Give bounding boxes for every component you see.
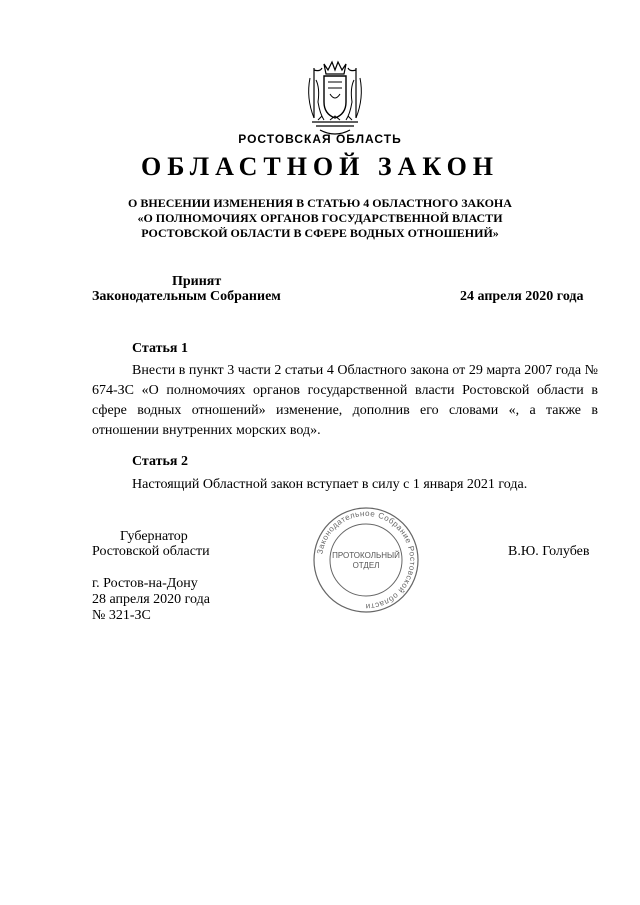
article-1-heading: Статья 1 — [132, 341, 188, 356]
law-title-line: О ВНЕСЕНИИ ИЗМЕНЕНИЯ В СТАТЬЮ 4 ОБЛАСТНОГО ЗАКОНА — [128, 196, 512, 210]
region-name: РОСТОВСКАЯ ОБЛАСТЬ — [238, 132, 402, 146]
article-2-heading: Статья 2 — [132, 454, 188, 469]
coat-of-arms-icon — [300, 58, 370, 138]
issue-date: 28 апреля 2020 года — [92, 592, 210, 607]
issue-place-block — [92, 576, 210, 624]
signatory-position: Губернатор — [120, 529, 188, 544]
article-2-text: Настоящий Областной закон вступает в силу с 1 января 2021 года. — [132, 477, 528, 492]
stamp-ring-text: Законодательное Собрание Ростовской области — [315, 508, 418, 612]
law-title-line: РОСТОВСКОЙ ОБЛАСТИ В СФЕРЕ ВОДНЫХ ОТНОШЕНИЙ» — [141, 226, 499, 240]
stamp-center-line2: ОТДЕЛ — [352, 561, 380, 570]
adopted-by: Законодательным Собранием — [92, 289, 281, 304]
signatory-region: Ростовской области — [92, 544, 210, 559]
official-stamp-icon — [308, 506, 424, 614]
law-title — [60, 196, 580, 241]
adopted-label: Принят — [172, 274, 222, 289]
law-number: № 321-ЗС — [92, 608, 151, 623]
stamp-center-line1: ПРОТОКОЛЬНЫЙ — [332, 551, 400, 560]
article-1-text: Внести в пункт 3 части 2 статьи 4 Областного закона от 29 марта 2007 года № 674-ЗС «О полномочиях органов государственной власти Ростовской области в сфере водных отношений» изменение, дополнив его словами «, а также в отношении внутренних морских вод». — [92, 363, 598, 438]
signatory-name: В.Ю. Голубев — [508, 544, 590, 559]
adoption-date: 24 апреля 2020 года — [460, 289, 584, 304]
law-title-line: «О ПОЛНОМОЧИЯХ ОРГАНОВ ГОСУДАРСТВЕННОЙ ВЛАСТИ — [137, 211, 503, 225]
issue-city: г. Ростов-на-Дону — [92, 576, 198, 591]
document-type: ОБЛАСТНОЙ ЗАКОН — [140, 152, 500, 181]
